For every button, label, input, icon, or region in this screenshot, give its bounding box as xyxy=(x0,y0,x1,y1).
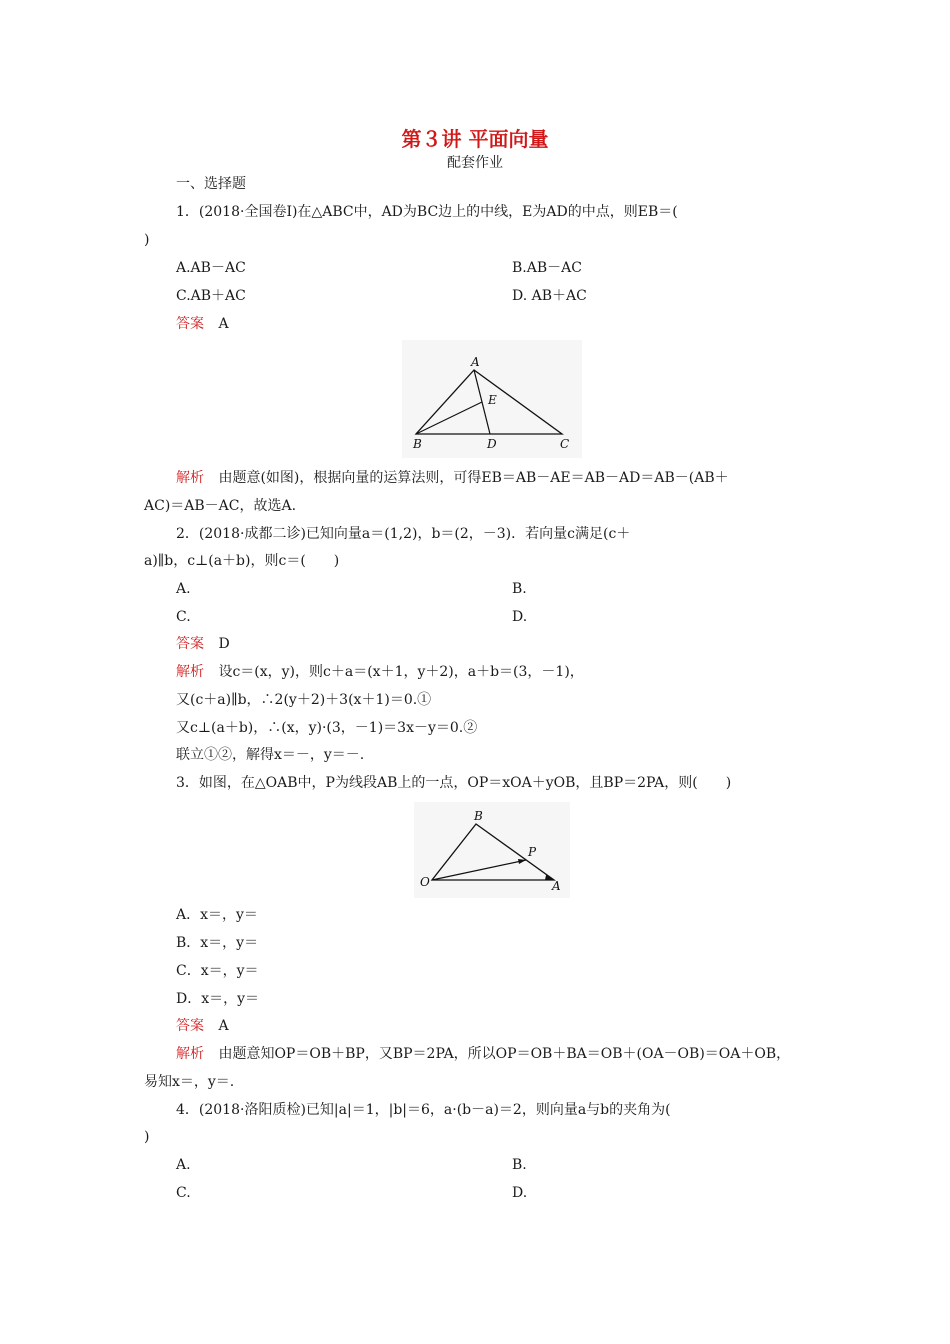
q3-label-a: A xyxy=(552,879,561,893)
q2-answer-label: 答案 xyxy=(176,636,204,652)
q1-analysis-label: 解析 xyxy=(176,470,204,486)
q3-option-b: B．x＝，y＝ xyxy=(176,935,259,951)
q4-stem-end: ) xyxy=(144,1129,150,1145)
page-title: 第３讲 平面向量 xyxy=(401,127,549,151)
q1-analysis-line1: 由题意(如图)，根据向量的运算法则，可得EB＝AB－AE＝AB－AD＝AB－(AB＋ xyxy=(218,470,729,486)
q2-option-b: B. xyxy=(512,581,527,597)
q3-label-o: O xyxy=(420,875,430,889)
q1-option-d: D. AB＋AC xyxy=(512,288,587,304)
q1-label-c: C xyxy=(560,437,570,451)
page-subtitle: 配套作业 xyxy=(447,155,503,171)
q1-answer: A xyxy=(218,316,229,332)
q4-option-b: B. xyxy=(512,1157,527,1173)
q1-label-d: D xyxy=(487,437,497,451)
q1-label-b: B xyxy=(413,437,422,451)
q4-stem: 4．(2018·洛阳质检)已知|a|＝1，|b|＝6，a·(b－a)＝2，则向量a与b的夹角为( xyxy=(176,1102,671,1118)
q3-answer-label: 答案 xyxy=(176,1018,204,1034)
section-heading: 一、选择题 xyxy=(176,176,246,192)
q3-analysis-line1: 由题意知OP＝OB＋BP，又BP＝2PA，所以OP＝OB＋BA＝OB＋(OA－OB)＝OA＋OB， xyxy=(218,1046,791,1062)
q1-analysis-line2: AC)＝AB－AC，故选A. xyxy=(144,498,297,514)
q3-answer: A xyxy=(218,1018,229,1034)
q2-answer: D xyxy=(218,636,230,652)
q1-option-a: A.AB－AC xyxy=(176,260,246,276)
q1-stem: 1．(2018·全国卷Ⅰ)在△ABC中，AD为BC边上的中线，E为AD的中点，则EB＝( xyxy=(176,204,678,220)
q1-answer-label: 答案 xyxy=(176,316,204,332)
q1-option-b: B.AB－AC xyxy=(512,260,582,276)
q4-option-c: C. xyxy=(176,1185,191,1201)
q3-option-d: D．x＝，y＝ xyxy=(176,991,260,1007)
q2-analysis-line2: 又(c＋a)∥b，∴2(y＋2)＋3(x＋1)＝0.① xyxy=(176,692,432,708)
q2-analysis-label: 解析 xyxy=(176,664,204,680)
q3-stem: 3．如图，在△OAB中，P为线段AB上的一点，OP＝xOA＋yOB，且BP＝2PA，则( ) xyxy=(176,775,732,791)
q2-analysis-line1: 设c＝(x，y)，则c＋a＝(x＋1，y＋2)，a＋b＝(3，－1)， xyxy=(218,664,584,680)
q3-analysis-line2: 易知x＝，y＝. xyxy=(144,1074,235,1090)
q1-option-c: C.AB＋AC xyxy=(176,288,246,304)
q2-stem-line2: a)∥b，c⊥(a＋b)，则c＝( ) xyxy=(144,553,340,569)
q1-label-a: A xyxy=(471,355,480,369)
q2-stem-line1: 2．(2018·成都二诊)已知向量a＝(1,2)，b＝(2，－3)．若向量c满足(c＋ xyxy=(176,526,631,542)
q4-option-a: A. xyxy=(176,1157,191,1173)
q3-label-p: P xyxy=(528,845,537,859)
q2-option-a: A. xyxy=(176,581,191,597)
q3-option-a: A．x＝，y＝ xyxy=(176,907,258,923)
q3-label-b: B xyxy=(474,809,483,823)
q1-triangle-figure xyxy=(402,340,582,458)
q3-option-c: C．x＝，y＝ xyxy=(176,963,259,979)
q3-triangle-figure xyxy=(414,802,570,898)
q1-stem-end: ) xyxy=(144,232,150,248)
q3-figure-background xyxy=(414,802,570,898)
q1-label-e: E xyxy=(488,393,497,407)
q3-analysis-label: 解析 xyxy=(176,1046,204,1062)
q2-option-c: C. xyxy=(176,609,191,625)
q2-option-d: D. xyxy=(512,609,528,625)
q2-analysis-line4: 联立①②，解得x＝－，y＝－. xyxy=(176,747,365,763)
q2-analysis-line3: 又c⊥(a＋b)，∴(x，y)·(3，－1)＝3x－y＝0.② xyxy=(176,720,478,736)
q4-option-d: D. xyxy=(512,1185,528,1201)
